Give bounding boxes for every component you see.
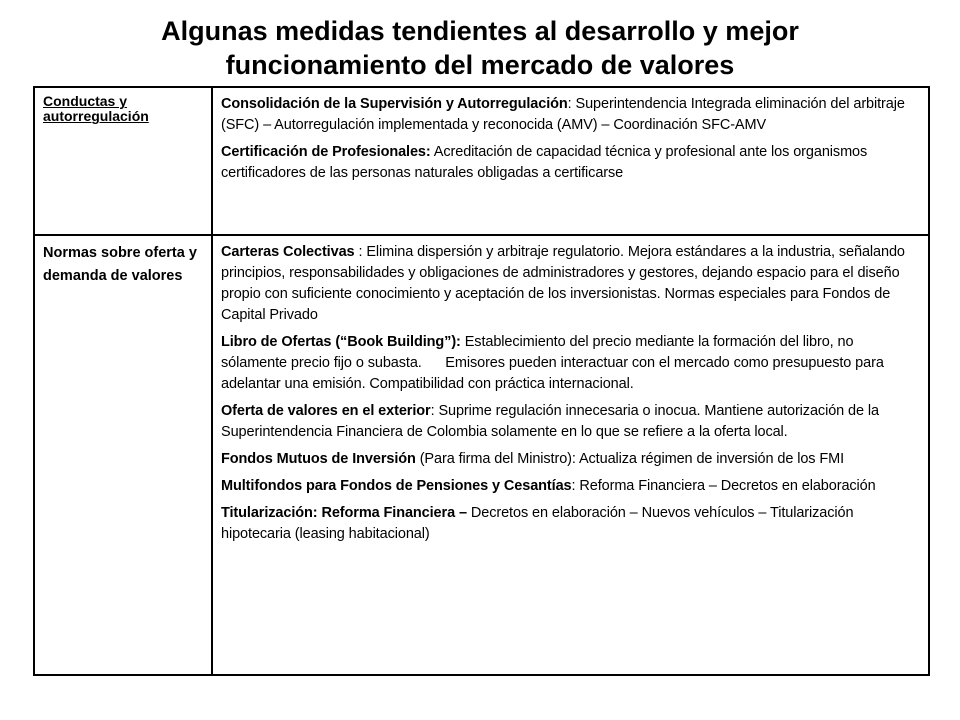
measure-heading: Multifondos para Fondos de Pensiones y Cesantías xyxy=(221,478,572,494)
measure-item xyxy=(221,449,920,470)
page-title-line-1: Algunas medidas tendientes al desarrollo y mejor xyxy=(161,16,799,46)
measure-item xyxy=(221,332,920,395)
measure-separator: : xyxy=(354,244,367,260)
measure-item xyxy=(221,94,920,136)
measure-text: Reforma Financiera – Decretos en elaboración xyxy=(579,478,876,494)
row-label-conductas: Conductas y autorregulación xyxy=(34,87,212,235)
table-row-conductas xyxy=(34,87,929,235)
measure-text: Suprime regulación innecesaria o inocua. Mantiene autorización de la Superintendencia Financiera de Colombia solamente en lo que se refiere a la oferta local. xyxy=(221,403,879,440)
row-label-normas: Normas sobre oferta y demanda de valores xyxy=(34,235,212,675)
measure-item xyxy=(221,503,920,545)
measure-heading: Fondos Mutuos de Inversión xyxy=(221,451,416,467)
measures-table xyxy=(33,86,930,676)
measure-heading: Consolidación de la Supervisión y Autorregulación xyxy=(221,96,568,112)
measure-item xyxy=(221,142,920,184)
measure-text: Establecimiento del precio mediante la formación del libro, no sólamente precio fijo o subasta. Emisores pueden interactuar con el mercado como presupuesto para adelantar una emisión. Compatibilidad con práctica internacional. xyxy=(221,334,888,392)
measure-heading: Oferta de valores en el exterior xyxy=(221,403,431,419)
row-body-conductas xyxy=(212,87,929,235)
row-body-normas xyxy=(212,235,929,675)
measure-item xyxy=(221,242,920,326)
measure-text: Acreditación de capacidad técnica y profesional ante los organismos certificadores de las personas naturales obligadas a certificarse xyxy=(221,144,868,181)
measure-text: Decretos en elaboración – Nuevos vehículos – Titularización hipotecaria (leasing habitacional) xyxy=(221,505,854,542)
measure-heading: Carteras Colectivas xyxy=(221,244,355,260)
measure-text: Superintendencia Integrada eliminación del arbitraje (SFC) – Autorregulación implementada y reconocida (AMV) – Coordinación SFC-AMV xyxy=(221,96,905,133)
measure-text: Elimina dispersión y arbitraje regulatorio. Mejora estándares a la industria, señalando principios, responsabilidades y obligaciones de administradores y gestores, dejando espacio para el diseño propio con suficiente conocimiento y aceptación de los inversionistas. Normas especiales para Fondos de Capital Privado xyxy=(221,244,905,323)
measure-item xyxy=(221,476,920,497)
measure-heading: Certificación de Profesionales: xyxy=(221,144,431,160)
measure-separator: : xyxy=(571,478,580,494)
measure-separator: : xyxy=(430,403,439,419)
table-row-normas xyxy=(34,235,929,675)
measure-separator: : xyxy=(567,96,576,112)
measure-heading: Libro de Ofertas (“Book Building”): xyxy=(221,334,461,350)
measure-text: (Para firma del Ministro): Actualiza régimen de inversión de los FMI xyxy=(419,451,845,467)
page-title xyxy=(0,14,960,86)
measure-item xyxy=(221,401,920,443)
measure-heading: Titularización: Reforma Financiera – xyxy=(221,505,467,521)
page-title-line-2: funcionamiento del mercado de valores xyxy=(225,50,735,80)
